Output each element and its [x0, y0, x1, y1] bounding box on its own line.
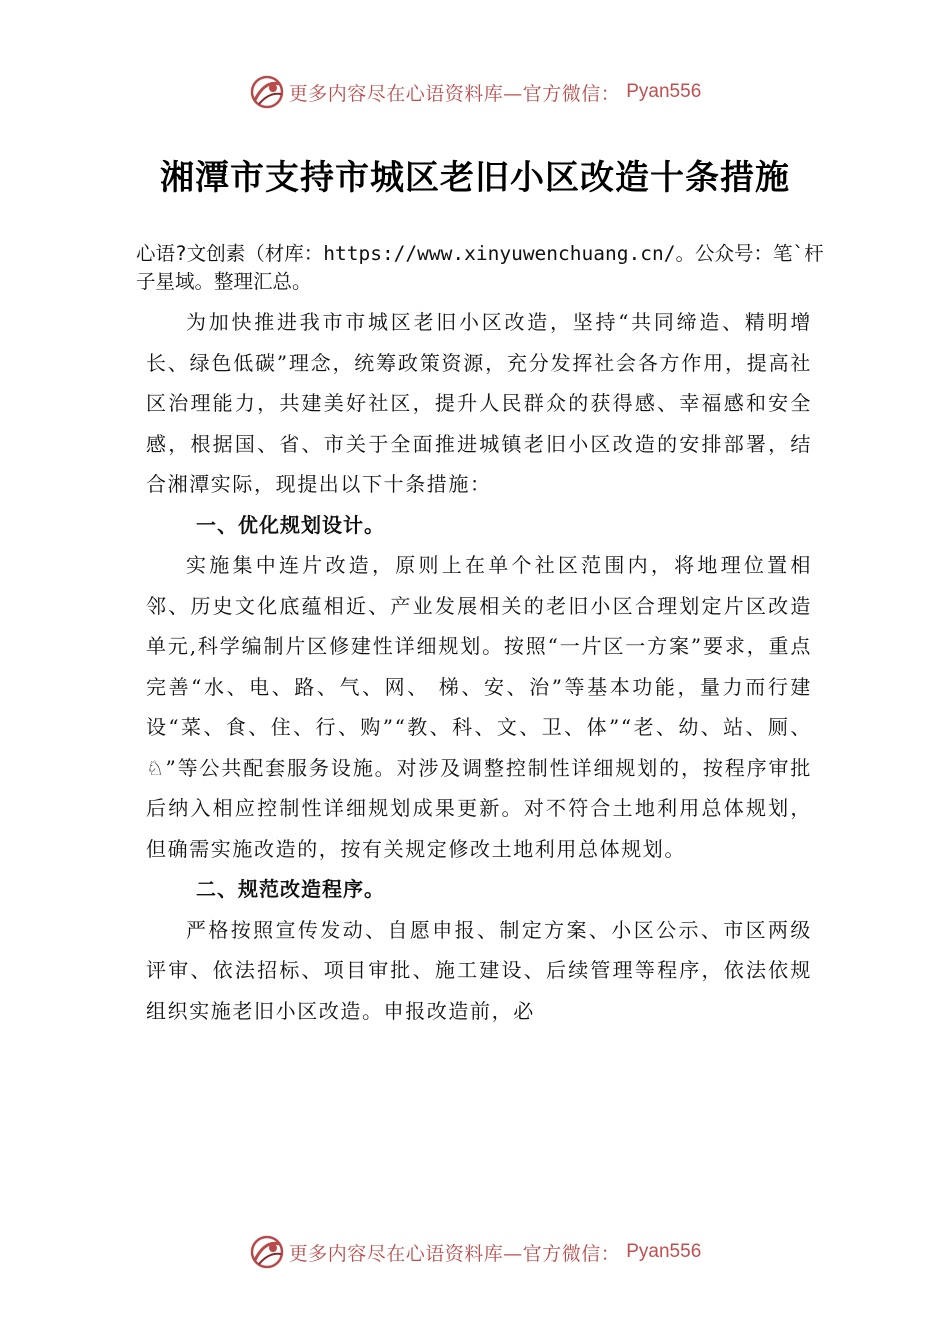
section-heading-2: 二、规范改造程序。: [196, 877, 385, 901]
banner-text: 更多内容尽在心语资料库—官方微信：: [288, 82, 621, 105]
header-watermark-banner: [0, 72, 950, 112]
banner-text: 更多内容尽在心语资料库—官方微信：: [288, 1242, 621, 1265]
section-heading-1: 一、优化规划设计。: [196, 512, 385, 537]
source-note: 心语?文创素（材库：https://www.xinyuwenchuang.cn/。公众号：笔`杆子星域。整理汇总。: [136, 242, 824, 293]
document-title: 湘潭市支持市城区老旧小区改造十条措施: [160, 158, 790, 198]
section-body-2: 严格按照宣传发动、自愿申报、制定方案、小区公示、市区两级评审、依法招标、项目审批、施工建设、后续管理等程序，依法依规组织实施老旧小区改造。申报改造前，必: [146, 917, 812, 1023]
document-body: [136, 240, 836, 1031]
brand-logo-icon: [249, 1234, 285, 1270]
brand-logo-icon: [249, 74, 285, 110]
footer-watermark-banner: [0, 1232, 950, 1272]
banner-wechat-id: Pyan556: [626, 81, 702, 102]
intro-paragraph: 为加快推进我市市城区老旧小区改造，坚持“共同缔造、精明增长、绿色低碳”理念，统筹政策资源，充分发挥社会各方作用，提高社区治理能力，共建美好社区，提升人民群众的获得感、幸福感和安全感，根据国、省、市关于全面推进城镇老旧小区改造的安排部署，结合湘潭实际，现提出以下十条措施：: [146, 310, 812, 496]
section-body-1: 实施集中连片改造，原则上在单个社区范围内，将地理位置相邻、历史文化底蕴相近、产业发展相关的老旧小区合理划定片区改造单元,科学编制片区修建性详细规划。按照“一片区一方案”要求，重点完善“水、电、路、气、网、 梯、安、治”等基本功能，量力而行建设“菜、食、住、行、购”“教、科、文、卫、体”“老、幼、站、厕、♘”等公共配套服务设施。对涉及调整控制性详细规划的，按程序审批后纳入相应控制性详细规划成果更新。对不符合土地利用总体规划，但确需实施改造的，按有关规定修改土地利用总体规划。: [146, 553, 812, 861]
banner-wechat-id: Pyan556: [626, 1241, 702, 1262]
